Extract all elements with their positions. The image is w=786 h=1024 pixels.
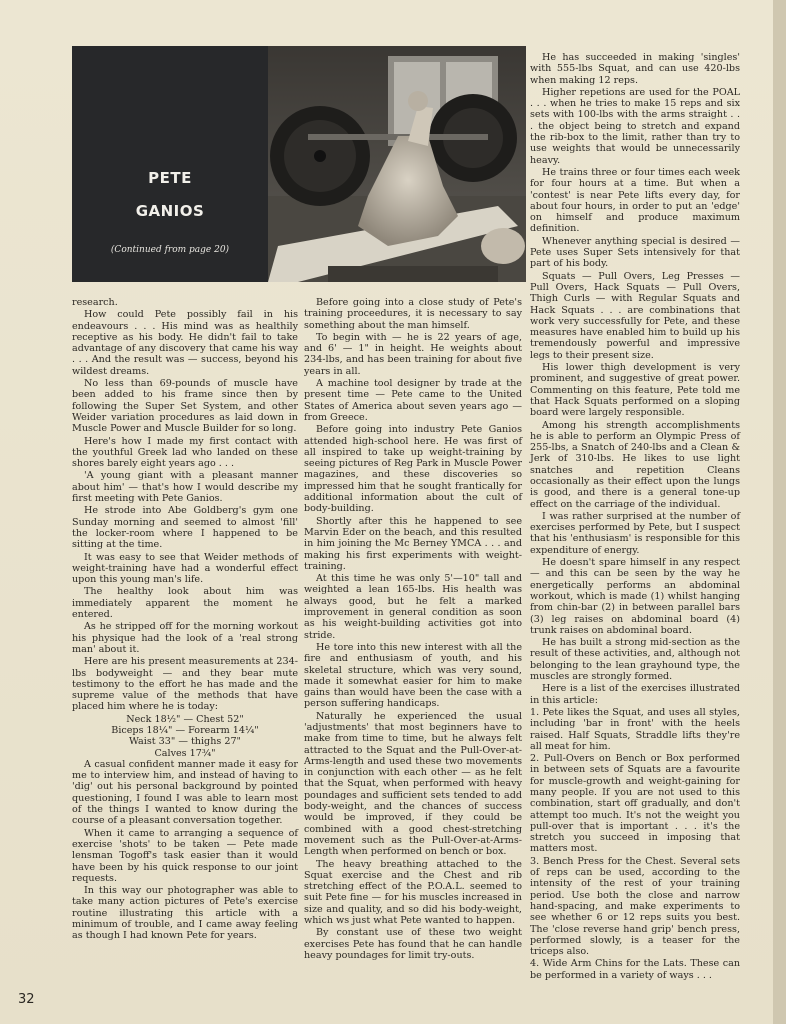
column-1 [72,297,298,943]
paragraph: He trains three or four times each week for four hours at a time. But when a 'contest' is near Pete lifts every day, for about four hours, in order to put an 'edge' on himself and produce maximum definition. [530,166,740,235]
paragraph: How could Pete possibly fail in his endeavours . . . His mind was as healthily receptive as his body. He didn't fail to take advantage of any discovery that came his way . . . And the result was — success, beyond his wildest dreams. [72,309,298,377]
paragraph: His lower thigh development is very prominent, and suggestive of great power. Commenting on this feature, Pete told me that Hack Squats performed on a sloping board were largely responsible. [530,362,740,419]
paragraph: As he stripped off for the morning workout his physique had the look of a 'real strong man' about it. [72,621,298,655]
title-line-1: PETE [148,169,192,187]
paragraph: Before going into a close study of Pete's training proceedures, it is necessary to say something about the man himself. [304,297,522,331]
column-3-paragraphs [530,52,740,981]
paragraph: He doesn't spare himself in any respect — and this can be seen by the way he energetically performs an abdominal workout, which is made (1) whilst hanging from chin-bar (2) in between parallel bars (3) leg raises on abdominal board (4) trunk raises on abdominal board. [530,557,740,636]
column-1-paragraphs-continued [72,759,298,942]
paragraph: I was rather surprised at the number of exercises performed by Pete, but I suspect that his 'enthusiasm' is responsible for this expenditure of energy. [530,510,740,556]
paragraph: 'A young giant with a pleasant manner about him' — that's how I would describe my first meeting with Pete Ganios. [72,470,298,505]
paragraph: Here's how I made my first contact with the youthful Greek lad who landed on these shores barely eight years ago . . . [72,435,298,470]
paragraph: 4. Wide Arm Chins for the Lats. These can be performed in a variety of ways . . . [530,958,740,981]
paragraph: Here is a list of the exercises illustrated in this article: [530,683,740,706]
paragraph: A casual confident manner made it easy for me to interview him, and instead of having to 'dig' out his personal background by pointed questioning, I found I was able to learn most of the things I wanted to know during the course of a pleasant conversation together. [72,758,298,827]
paragraph: A machine tool designer by trade at the present time — Pete came to the United States of America about seven years ago — from Greece. [304,378,522,423]
paragraph: By constant use of these two weight exercises Pete has found that he can handle heavy poundages for limit try-outs. [304,927,522,961]
paragraph: At this time he was only 5'—10" tall and weighted a lean 165-lbs. His health was always good, but he felt a marked improvement in general condition as soon as his weight-building activities got into stride. [304,573,522,641]
measurement-line: Calves 17¾" [154,747,216,759]
paragraph: Before going into industry Pete Ganios attended high-school here. He was first of all inspired to take up weight-training by seeing pictures of Reg Park in Muscle Power magazines, and these discoveries so impressed him that he sought frantically for additional information about the cult of body-building. [304,424,522,515]
column-1-paragraphs [72,297,298,713]
paragraph: To begin with — he is 22 years of age, and 6' — 1" in height. He weights about 234-lbs, and has been training for about five years in all. [304,331,522,377]
page-edge [773,0,786,1024]
paragraph: 1. Pete likes the Squat, and uses all styles, including 'bar in front' with the heels raised. Half Squats, Straddle lifts they're all meat for him. [530,706,740,752]
paragraph: When it came to arranging a sequence of exercise 'shots' to be taken — Pete made lensman Togoff's task easier than it would have been by his quick response to our joint requests. [72,827,298,884]
paragraph: The heavy breathing attached to the Squat exercise and the Chest and rib stretching effect of the P.O.A.L. seemed to suit Pete fine — for his muscles increased in size and quality, and so did his body-weight, which ws just what Pete wanted to happen. [304,858,522,927]
bench-press-photo [268,46,526,282]
measurements-block [72,714,298,759]
paragraph: He has succeeded in making 'singles' with 555-lbs Squat, and can use 420-lbs when making 12 reps. [530,52,740,86]
paragraph: 2. Pull-Overs on Bench or Box performed in between sets of Squats are a favourite for muscle-growth and weight-gaining for many people. If you are not used to this combination, start off gradually, and don't attempt too much. It's not the weight you pull-over that is important . . . it's the stretch you succeed in imposing that matters most. [530,753,740,855]
paragraph: Squats — Pull Overs, Leg Presses — Pull Overs, Hack Squats — Pull Overs, Thigh Curls — with Regular Squats and Hack Squats . . . are combinations that work very successfully for Pete, and these measures have enabled him to build up his tremendously powerful and impressive legs to their present size. [530,270,740,361]
column-3 [530,52,740,982]
paragraph: Higher repetions are used for the POAL . . . when he tries to make 15 reps and six sets with 100-lbs with the arms straight . . . the object being to stretch and expand the rib-box to the limit, rather than try to use weights that would be unnecessarily heavy. [530,86,740,166]
paragraph: In this way our photographer was able to take many action pictures of Pete's exercise routine illustrating this article with a minimum of trouble, and I came away feeling as though I had known Pete for years. [72,885,298,942]
paragraph: Shortly after this he happened to see Marvin Eder on the beach, and this resulted in him joining the Mc Berney YMCA . . . and making his first experiments with weight-training. [304,515,522,572]
title-banner [72,46,268,282]
column-2-paragraphs [304,297,522,961]
paragraph: Naturally he experienced the usual 'adjustments' that most beginners have to make from time to time, but he always felt attracted to the Squat and the Pull-Over-at-Arms-length and used these two movements in conjunction with each other — as he felt that the Squat, when performed with heavy poundages and sufficient sets tended to add body-weight, and the chances of success would be improved, if they could be combined with a good chest-stretching movement such as the Pull-Over-at-Arms-Length when performed on bench or box. [304,710,522,858]
measurement-line: Waist 33" — thighs 27" [129,736,241,748]
paragraph: research. [72,297,118,308]
continued-note: (Continued from page 20) [110,245,230,255]
paragraph: He strode into Abe Goldberg's gym one Sunday morning and seemed to almost 'fill' the locker-room where I happened to be sitting at the time. [72,505,298,551]
page-number: 32 [18,992,35,1007]
paragraph: He has built a strong mid-section as the result of these activities, and, although not belonging to the lean grayhound type, the muscles are strongly formed. [530,637,740,683]
paragraph: Whenever anything special is desired — Pete uses Super Sets intensively for that part of his body. [530,235,740,270]
measurement-line: Neck 18½" — Chest 52" [126,713,244,725]
paragraph: Here are his present measurements at 234-lbs bodyweight — and they bear mute testimony to the effort he has made and the supreme value of the methods that have placed him where he is today: [72,656,298,713]
paragraph: The healthy look about him was immediately apparent the moment he entered. [72,586,298,621]
paragraph: No less than 69-pounds of muscle have been added to his frame since then by following the Super Set System, and other Weider variation procedures as laid down in Muscle Power and Muscle Builder for so long. [72,378,298,435]
paragraph: He tore into this new interest with all the fire and enthusiasm of youth, and his skeletal structure, which was very sound, made it somewhat easier for him to make gains than would have been the case with a person suffering handicaps. [304,641,522,710]
measurement-line: Biceps 18¼" — Forearm 14¼" [111,724,259,736]
paragraph: Among his strength accomplishments he is able to perform an Olympic Press of 255-lbs, a Snatch of 240-lbs and a Clean & Jerk of 310-lbs. He likes to use light snatches and repetition Cleans occasionally as their effect upon the lungs is good, and there is a general tone-up effect on the carriage of the individual. [530,419,740,510]
column-2 [304,297,522,962]
title-line-2: GANIOS [135,202,205,220]
paragraph: It was easy to see that Weider methods of weight-training have had a wonderful effect upon this young man's life. [72,551,298,586]
paragraph: 3. Bench Press for the Chest. Several sets of reps can be used, according to the intensity of the rest of your training period. Use both the close and narrow hand-spacing, and make experiments to see whether 6 or 12 reps suits you best. The 'close reverse hand grip' bench press, performed slowly, is a teaser for the triceps also. [530,855,740,958]
